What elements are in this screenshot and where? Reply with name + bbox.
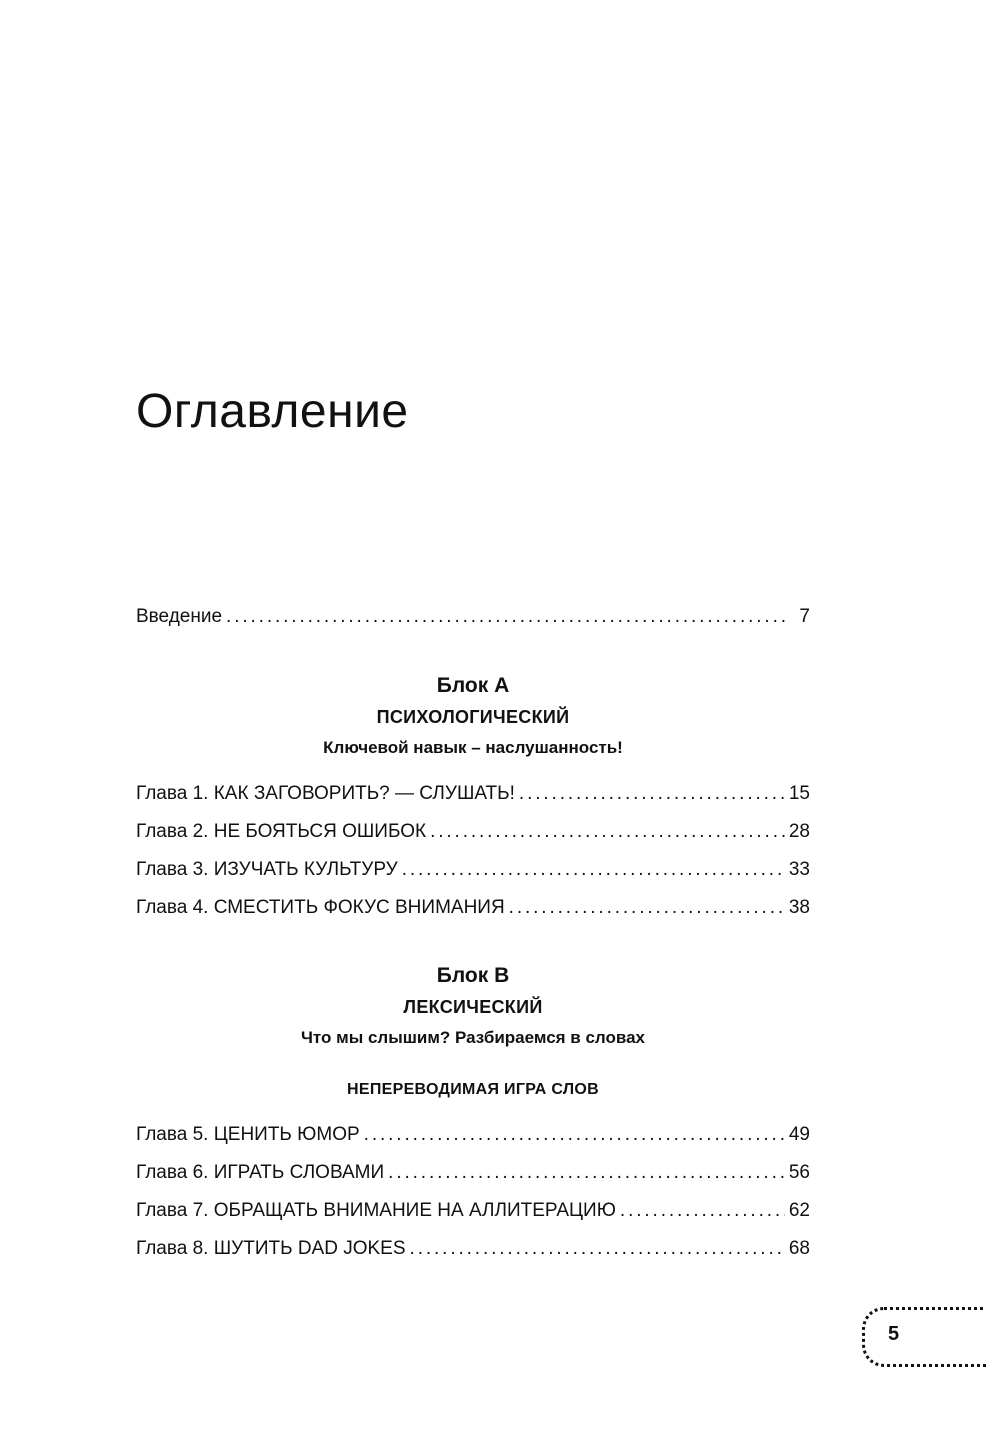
block-a-name: ПСИХОЛОГИЧЕСКИЙ [376,707,570,727]
dot-leader [509,895,785,921]
toc-entry-chapter-6[interactable] [136,1160,810,1186]
page-number-tab [862,1307,986,1367]
section-heading: НЕПЕРЕВОДИМАЯ ИГРА СЛОВ [347,1081,599,1098]
toc-entry-label: Глава 3. ИЗУЧАТЬ КУЛЬТУРУ [136,859,398,880]
toc-entry-page: 49 [788,1124,810,1145]
toc-entry-page: 62 [788,1200,810,1221]
page-number: 5 [888,1323,900,1345]
toc-entry-intro[interactable] [136,604,810,630]
toc-entry-label: Глава 7. ОБРАЩАТЬ ВНИМАНИЕ НА АЛЛИТЕРАЦИЮ [136,1200,616,1221]
toc-entry-chapter-2[interactable] [136,819,810,845]
toc-entry-label: Глава 5. ЦЕНИТЬ ЮМОР [136,1124,360,1145]
toc-entry-page: 7 [799,606,810,627]
toc-entry-chapter-8[interactable] [136,1236,810,1262]
toc-entry-page: 28 [788,821,810,842]
toc-entry-page: 38 [788,897,810,918]
toc-entry-label: Глава 4. СМЕСТИТЬ ФОКУС ВНИМАНИЯ [136,897,505,918]
toc-entry-page: 56 [788,1162,810,1183]
toc-entry-label: Глава 6. ИГРАТЬ СЛОВАМИ [136,1162,385,1183]
toc-entry-label: Глава 8. ШУТИТЬ DAD JOKES [136,1238,406,1259]
toc-entry-chapter-1[interactable] [136,781,810,807]
dot-leader [388,1160,785,1186]
toc-entry-page: 68 [788,1238,810,1259]
toc-entry-chapter-7[interactable] [136,1198,810,1224]
toc-entry-page: 15 [788,783,810,804]
dot-leader [410,1236,785,1262]
toc-entry-label: Глава 1. КАК ЗАГОВОРИТЬ? — СЛУШАТЬ! [136,783,515,804]
toc-entry-label: Введение [136,606,223,627]
block-a-subtitle: Ключевой навык – наслушанность! [323,738,623,757]
dot-leader [402,857,785,883]
page-title: Оглавление [136,385,409,438]
block-b-title: Блок B [436,964,510,987]
block-b-subtitle: Что мы слышим? Разбираемся в словах [300,1028,646,1047]
dot-leader [430,819,785,845]
toc-entry-chapter-5[interactable] [136,1122,810,1148]
toc-entry-chapter-3[interactable] [136,857,810,883]
block-a-title: Блок A [436,674,510,697]
toc-entry-label: Глава 2. НЕ БОЯТЬСЯ ОШИБОК [136,821,427,842]
toc-entry-page: 33 [788,859,810,880]
dot-leader [519,781,785,807]
dot-leader [226,604,786,630]
dot-leader [620,1198,785,1224]
toc-entry-chapter-4[interactable] [136,895,810,921]
block-b-name: ЛЕКСИЧЕСКИЙ [403,997,543,1017]
dot-leader [364,1122,785,1148]
